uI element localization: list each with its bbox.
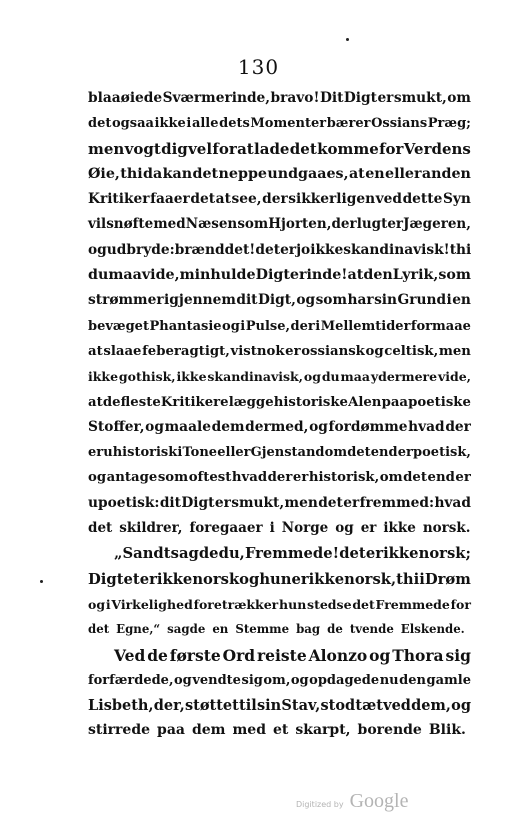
text-line: Digtet er ikke norsk og hun er ikke norsk, thi i Drøm (88, 570, 471, 588)
text-line: bevæget Phantasie og i Pulse, der i Mellemtider formaae (88, 318, 471, 334)
text-line: du maa vide, min hulde Digterinde! at den Lyrik, som (88, 267, 471, 284)
text-line: det skildrer, foregaaer i Norge og er ikke norsk. (88, 520, 471, 537)
page-number: 130 (237, 55, 280, 79)
text-line: forfærdede, og vendte sig om, og opdagede nu den gamle (88, 672, 471, 688)
text-line: det Egne,“ sagde en Stemme bag de tvende Elskende. (88, 622, 465, 637)
scan-speck (40, 580, 43, 583)
text-line: Lisbeth, der, støttet til sin Stav, stod tæt ved dem, og (88, 697, 471, 715)
text-line: Ved de første Ord reiste Alonzo og Thora sig (114, 645, 471, 665)
text-line: strømmer igjennem dit Digt, og som har sin Grund i en (88, 292, 471, 309)
text-line: blaaøiede Sværmerinde, bravo! Dit Digt er smukt, om (88, 90, 471, 106)
text-line: stirrede paa dem med et skarpt, borende Blik. (88, 722, 466, 739)
text-line: vil snøfte med Næsen som Hjorten, der lugter Jægeren, (88, 216, 471, 233)
digitized-by-label: Digitized by (296, 800, 344, 809)
text-line: det ogsaa ikke i alle dets Momenter bærer Ossians Præg; (88, 116, 471, 132)
text-line: at de fleste Kritikere lægge historiske Alen paa poetiske (88, 394, 471, 410)
text-line: og udbryde: brænd det! det er jo ikke skandinavisk! thi (88, 241, 472, 258)
text-line: „Sandt sagde du, Fremmede! det er ikke norsk; (114, 545, 471, 563)
text-line: og i Virkelighed foretrækker hun stedse det Fremmede for (88, 596, 471, 612)
text-line: er uhistorisk i Tone eller Gjenstand om det end er poetisk, (88, 445, 471, 461)
digitization-watermark (296, 790, 409, 813)
text-line: upoetisk: dit Digt er smukt, men det er fremmed: hvad (88, 494, 471, 511)
scan-speck (346, 38, 349, 41)
page-text (88, 86, 471, 744)
text-line: at slaae feberagtigt, vistnok er ossiansk og celtisk, men (88, 343, 471, 359)
text-line: men vogt dig vel for at lade det komme for Verdens (88, 139, 471, 158)
text-line: Kritiker faaer det at see, der sikkerligen ved dette Syn (88, 191, 471, 208)
text-line: ikke gothisk, ikke skandinavisk, og du maa ydermere vide, (88, 369, 471, 385)
text-line: og antage som oftest hvad der er historisk, om det end er (88, 470, 471, 486)
google-logo: Google (349, 790, 409, 812)
text-line: Øie, thi da kan det neppe undgaaes, at en eller anden (88, 165, 471, 182)
text-line: Stoffer, og maale dem dermed, og fordømme hvad der (88, 418, 471, 435)
